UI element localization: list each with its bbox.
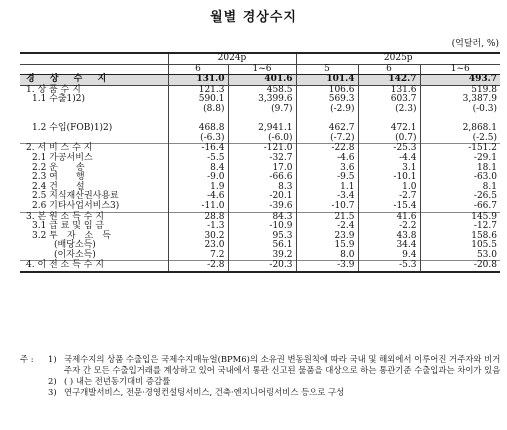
header-2024: 2024p <box>168 53 296 64</box>
cell-value: -66.6 <box>228 173 296 183</box>
header-month: 1~6 <box>420 64 500 75</box>
cell-value: 15.9 <box>296 241 358 251</box>
cell-value: 158.6 <box>420 232 500 242</box>
cell-value: -26.5 <box>420 192 500 202</box>
cell-value: -66.7 <box>420 202 500 212</box>
footnote-number: 2) <box>48 376 57 386</box>
footnote-item <box>20 354 502 376</box>
cell-value: 53.0 <box>420 251 500 261</box>
cell-value: 39.2 <box>228 251 296 261</box>
row-label: 3.2 투 자 소 득 <box>32 230 111 241</box>
table-row <box>20 173 500 183</box>
row-label: 3.1 급 료 및 임 금 <box>32 221 105 232</box>
cell-value: (9.7) <box>228 105 296 115</box>
cell-value: 9.4 <box>358 251 420 261</box>
cell-value: 23.9 <box>296 232 358 242</box>
cell-value: (-7.2) <box>296 134 358 144</box>
cell-value: 2,868.1 <box>420 124 500 134</box>
cell-value: -121.0 <box>228 144 296 154</box>
row-label: 2.5 지식재산권사용료 <box>32 191 119 202</box>
cell-value: 472.1 <box>358 124 420 134</box>
header-blank <box>20 53 168 64</box>
header-2025: 2025p <box>296 53 500 64</box>
cell-value: 8.3 <box>228 183 296 193</box>
header-month: 1~6 <box>228 64 296 75</box>
table-row <box>20 202 500 212</box>
row-label: 1.2 수입(FOB)1)2) <box>32 123 113 134</box>
cell-value: -11.0 <box>168 202 228 212</box>
cell-value: 105.5 <box>420 241 500 251</box>
cell-value: 142.7 <box>358 75 420 86</box>
cell-value: 3,387.9 <box>420 95 500 105</box>
cell-value: -9.5 <box>296 173 358 183</box>
current-account-table <box>20 52 500 273</box>
cell-value: -9.0 <box>168 173 228 183</box>
cell-value: 3.1 <box>358 164 420 174</box>
cell-value: 101.4 <box>296 75 358 86</box>
cell-value: 121.3 <box>168 85 228 95</box>
cell-value: -20.8 <box>420 261 500 272</box>
cell-value: 43.8 <box>358 232 420 242</box>
cell-value: 21.5 <box>296 212 358 222</box>
cell-value: -20.3 <box>228 261 296 272</box>
cell-value: 18.1 <box>420 164 500 174</box>
cell-value: 519.8 <box>420 85 500 95</box>
row-label: 2.4 건 설 <box>32 181 85 192</box>
table-row <box>20 95 500 105</box>
cell-value: 401.6 <box>228 75 296 86</box>
cell-value: 8.1 <box>420 183 500 193</box>
cell-value: 468.8 <box>168 124 228 134</box>
footnotes <box>20 354 502 398</box>
cell-value: -39.6 <box>228 202 296 212</box>
cell-value: -2.2 <box>358 222 420 232</box>
cell-value: 41.6 <box>358 212 420 222</box>
cell-value: 106.6 <box>296 85 358 95</box>
cell-value: -2.8 <box>168 261 228 272</box>
row-label: 1. 상 품 수 지 <box>20 85 168 95</box>
cell-value: -10.1 <box>358 173 420 183</box>
cell-value: (-2.5) <box>420 134 500 144</box>
footnote-text: 국제수지의 상품 수출입은 국제수지매뉴얼(BPM6)의 소유권 변동원칙에 따라 국내 및 해외에서 이루어진 거주자와 비거주자 간 모든 수출입거래를 계상하고 있어 국내에서 통관 신고된 물품을 대상으로 하는 통관기준 수출입과는 차이가 있음 <box>64 354 501 375</box>
cell-value: -2.7 <box>358 192 420 202</box>
table-row <box>20 75 500 86</box>
cell-value: -3.9 <box>296 261 358 272</box>
cell-value: 569.3 <box>296 95 358 105</box>
header-month: 6 <box>358 64 420 75</box>
header-month: 5 <box>296 64 358 75</box>
cell-value: 131.0 <box>168 75 228 86</box>
cell-value: 23.0 <box>168 241 228 251</box>
cell-value: -4.6 <box>168 192 228 202</box>
cell-value: -20.1 <box>228 192 296 202</box>
cell-value: 84.3 <box>228 212 296 222</box>
cell-value: 17.0 <box>228 164 296 174</box>
row-label: 1.1 수출1)2) <box>32 94 86 105</box>
row-label: 4. 이 전 소 득 수 지 <box>20 261 168 272</box>
cell-value: 3,399.6 <box>228 95 296 105</box>
cell-value: -151.2 <box>420 144 500 154</box>
footnote-number: 3) <box>48 387 57 397</box>
cell-value: -5.3 <box>358 261 420 272</box>
row-label: 2.1 가공서비스 <box>32 152 93 163</box>
cell-value: 131.6 <box>358 85 420 95</box>
footnote-item <box>20 376 502 387</box>
cell-value: -4.4 <box>358 154 420 164</box>
cell-value: -32.7 <box>228 154 296 164</box>
row-label: (이자소득) <box>54 249 96 260</box>
cell-value: -12.7 <box>420 222 500 232</box>
cell-value: 1.9 <box>168 183 228 193</box>
cell-value: 1.1 <box>296 183 358 193</box>
row-label: 2.2 운 송 <box>32 162 85 173</box>
cell-value: -10.9 <box>228 222 296 232</box>
table-row <box>20 154 500 164</box>
cell-value: -1.3 <box>168 222 228 232</box>
table-row <box>20 261 500 272</box>
cell-value: -22.8 <box>296 144 358 154</box>
row-label: 2.6 기타사업서비스3) <box>32 200 120 211</box>
cell-value: 56.1 <box>228 241 296 251</box>
cell-value: (-6.0) <box>228 134 296 144</box>
row-label: 2.3 여 행 <box>32 172 85 183</box>
cell-value: (0.7) <box>358 134 420 144</box>
cell-value: 493.7 <box>420 75 500 86</box>
cell-value: 462.7 <box>296 124 358 134</box>
row-label: 경 상 수 지 <box>20 75 168 86</box>
row-label: 3. 본 원 소 득 수 지 <box>20 212 168 222</box>
cell-value: 2,941.1 <box>228 124 296 134</box>
cell-value: -4.6 <box>296 154 358 164</box>
cell-value: 8.0 <box>296 251 358 261</box>
cell-value: -25.3 <box>358 144 420 154</box>
footnote-item <box>20 387 502 398</box>
cell-value: 590.1 <box>168 95 228 105</box>
cell-value: (-0.3) <box>420 105 500 115</box>
cell-value: (2.3) <box>358 105 420 115</box>
row-label <box>20 105 168 115</box>
cell-value: 1.0 <box>358 183 420 193</box>
cell-value: (-6.3) <box>168 134 228 144</box>
table-row <box>20 124 500 134</box>
header-period-row <box>20 53 500 64</box>
cell-value: 603.7 <box>358 95 420 105</box>
header-month: 6 <box>168 64 228 75</box>
cell-value: 458.5 <box>228 85 296 95</box>
cell-value: -63.0 <box>420 173 500 183</box>
cell-value: 28.8 <box>168 212 228 222</box>
cell-value: -5.5 <box>168 154 228 164</box>
cell-value: 30.2 <box>168 232 228 242</box>
cell-value: -3.4 <box>296 192 358 202</box>
cell-value: (8.8) <box>168 105 228 115</box>
cell-value: 8.4 <box>168 164 228 174</box>
table-row <box>20 164 500 174</box>
cell-value: 145.9 <box>420 212 500 222</box>
cell-value: 3.6 <box>296 164 358 174</box>
page-title: 월별 경상수지 <box>210 10 297 25</box>
footnote-lead: 주 : <box>20 354 34 364</box>
cell-value: -16.4 <box>168 144 228 154</box>
cell-value: -15.4 <box>358 202 420 212</box>
table-row <box>20 134 500 144</box>
cell-value: -29.1 <box>420 154 500 164</box>
cell-value: 7.2 <box>168 251 228 261</box>
cell-value: 34.4 <box>358 241 420 251</box>
cell-value: (-2.9) <box>296 105 358 115</box>
cell-value: -10.7 <box>296 202 358 212</box>
row-label: (배당소득) <box>54 240 96 251</box>
footnote-text: ( ) 내는 전년동기대비 증감률 <box>64 376 171 386</box>
unit-label: (억달러, %) <box>451 39 499 49</box>
table-body <box>20 75 500 272</box>
row-label: 2. 서 비 스 수 지 <box>20 144 168 154</box>
footnote-text: 연구개발서비스, 전문·경영컨설팅서비스, 건축·엔지니어링서비스 등으로 구성 <box>64 387 345 397</box>
table-row <box>20 105 500 115</box>
cell-value: 95.3 <box>228 232 296 242</box>
footnote-number: 1) <box>48 354 57 364</box>
cell-value: -2.4 <box>296 222 358 232</box>
